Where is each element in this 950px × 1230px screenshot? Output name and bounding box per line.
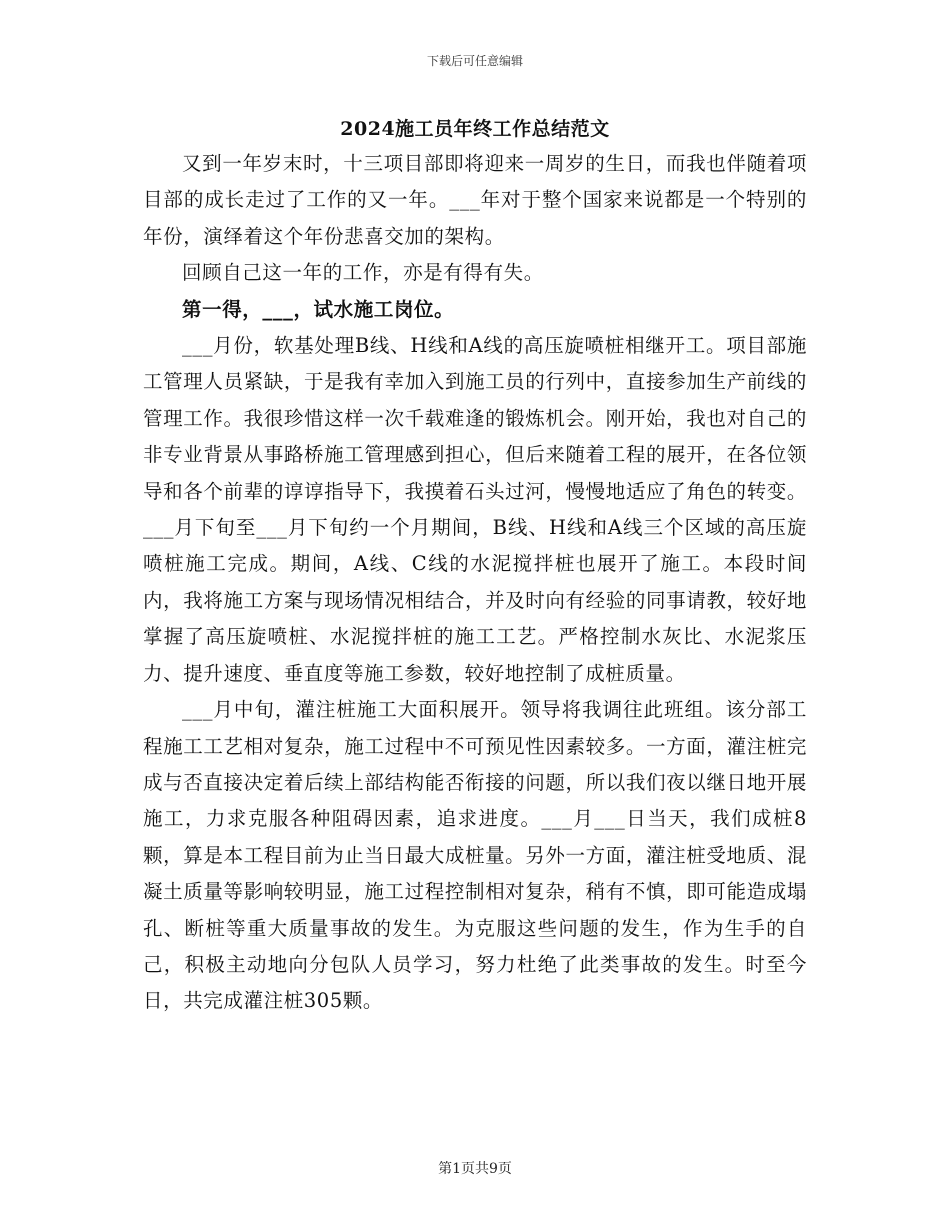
- download-edit-note: 下载后可任意编辑: [426, 54, 523, 68]
- section-heading-first-gain: 第一得，___，试水施工岗位。: [182, 297, 455, 321]
- page-number: 第1页共9页: [438, 1161, 512, 1177]
- paragraph-bored-piles: ___月中旬，灌注桩施工大面积展开。领导将我调往此班组。该分部工程施工工艺相对复杂，施工过程中不可预见性因素较多。一方面，灌注桩完成与否直接决定着后续上部结构能否衔接的问题，所以我们夜以继日地开展施工，力求克服各种阻碍因素，追求进度。___月___日当天，我们成桩8颗，算是本工程目前为止当日最大成桩量。另外一方面，灌注桩受地质、混凝土质量等影响较明显，施工过程控制相对复杂，稍有不慎，即可能造成塌孔、断桩等重大质量事故的发生。为克服这些问题的发生，作为生手的自己，积极主动地向分包队人员学习，努力杜绝了此类事故的发生。时至今日，共完成灌注桩305颗。: [143, 698, 807, 1013]
- document-title: 2024施工员年终工作总结范文: [340, 118, 610, 140]
- paragraph-review: 回顾自己这一年的工作，亦是有得有失。: [182, 261, 544, 285]
- paragraph-intro: 又到一年岁末时，十三项目部即将迎来一周岁的生日，而我也伴随着项目部的成长走过了工作的又一年。___年对于整个国家来说都是一个特别的年份，演绎着这个年份悲喜交加的架构。: [143, 152, 807, 248]
- paragraph-jet-grouting: ___月份，软基处理B线、H线和A线的高压旋喷桩相继开工。项目部施工管理人员紧缺，于是我有幸加入到施工员的行列中，直接参加生产前线的管理工作。我很珍惜这样一次千载难逢的锻炼机会。刚开始，我也对自己的非专业背景从事路桥施工管理感到担心，但后来随着工程的展开，在各位领导和各个前辈的谆谆指导下，我摸着石头过河，慢慢地适应了角色的转变。___月下旬至___月下旬约一个月期间，B线、H线和A线三个区域的高压旋喷桩施工完成。期间，A线、C线的水泥搅拌桩也展开了施工。本段时间内，我将施工方案与现场情况相结合，并及时向有经验的同事请教，较好地掌握了高压旋喷桩、水泥搅拌桩的施工工艺。严格控制水灰比、水泥浆压力、提升速度、垂直度等施工参数，较好地控制了成桩质量。: [143, 334, 807, 685]
- document-body: [143, 146, 807, 1020]
